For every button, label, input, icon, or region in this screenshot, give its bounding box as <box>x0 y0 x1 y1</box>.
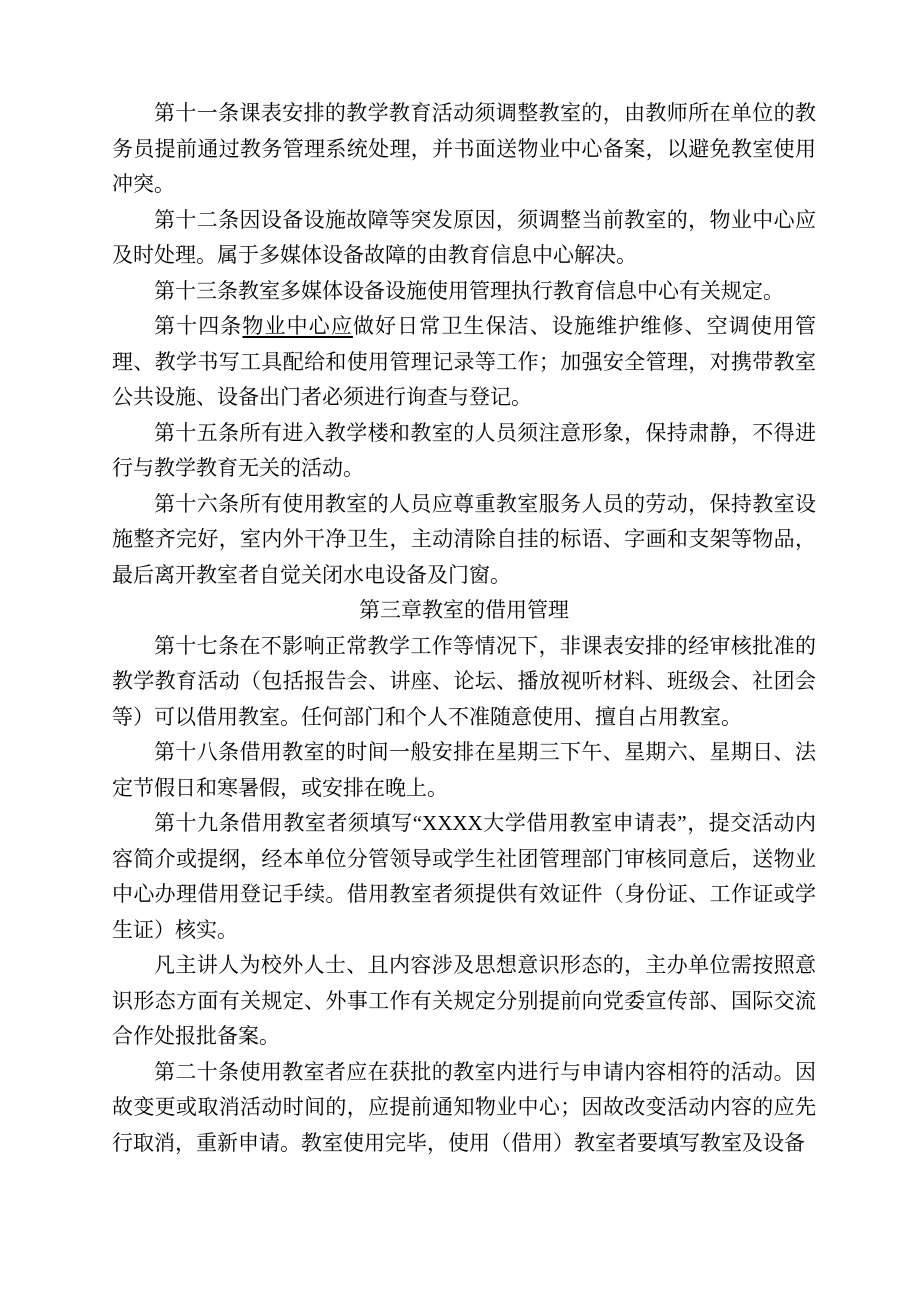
paragraph-article-15: 第十五条所有进入教学楼和教室的人员须注意形象，保持肃静，不得进行与教学教育无关的活动。 <box>112 420 816 480</box>
paragraph-article-11: 第十一条课表安排的教学教育活动须调整教室的，由教师所在单位的教务员提前通过教务管理系统处理，并书面送物业中心备案，以避免教室使用冲突。 <box>112 101 816 196</box>
paragraph-article-19: 第十九条借用教室者须填写“XXXX大学借用教室申请表”，提交活动内容简介或提纲，经本单位分管领导或学生社团管理部门审核同意后，送物业中心办理借用登记手续。借用教室者须提供有效证件（身份证、工作证或学生证）核实。 <box>112 811 816 942</box>
article-14-underlined-text: 物业中心应 <box>242 314 353 338</box>
paragraph-article-14 <box>112 309 816 416</box>
chapter-3-heading: 第三章教室的借用管理 <box>359 598 569 622</box>
paragraph-article-18: 第十八条借用教室的时间一般安排在星期三下午、星期六、星期日、法定节假日和寒暑假，或安排在晚上。 <box>112 740 816 800</box>
paragraph-article-13: 第十三条教室多媒体设备设施使用管理执行教育信息中心有关规定。 <box>154 278 784 303</box>
article-14-rest: 做好日常卫生保洁、设施维护维修、空调使用管理、教学书写工具配给和使用管理记录等工作；加强安全管理，对携带教室公共设施、设备出门者必须进行询查与登记。 <box>112 314 817 409</box>
paragraph-article-17: 第十七条在不影响正常教学工作等情况下，非课表安排的经审核批准的教学教育活动（包括报告会、讲座、论坛、播放视听材料、班级会、社团会等）可以借用教室。任何部门和个人不准随意使用、擅自占用教室。 <box>112 633 816 729</box>
paragraph-article-12: 第十二条因设备设施故障等突发原因，须调整当前教室的，物业中心应及时处理。属于多媒体设备故障的由教育信息中心解决。 <box>112 207 816 267</box>
paragraph-article-20: 第二十条使用教室者应在获批的教室内进行与申请内容相符的活动。因故变更或取消活动时间的，应提前通知物业中心；因故改变活动内容的应先行取消，重新申请。教室使用完毕，使用（借用）教室者要填写教室及设备 <box>112 1059 816 1155</box>
paragraph-article-16: 第十六条所有使用教室的人员应尊重教室服务人员的劳动，保持教室设施整齐完好，室内外干净卫生，主动清除自挂的标语、字画和支架等物品，最后离开教室者自觉关闭水电设备及门窗。 <box>112 491 816 587</box>
paragraph-article-19-continued: 凡主讲人为校外人士、且内容涉及思想意识形态的，主办单位需按照意识形态方面有关规定、外事工作有关规定分别提前向党委宣传部、国际交流合作处报批备案。 <box>112 953 816 1048</box>
article-14-prefix: 第十四条 <box>154 314 243 338</box>
